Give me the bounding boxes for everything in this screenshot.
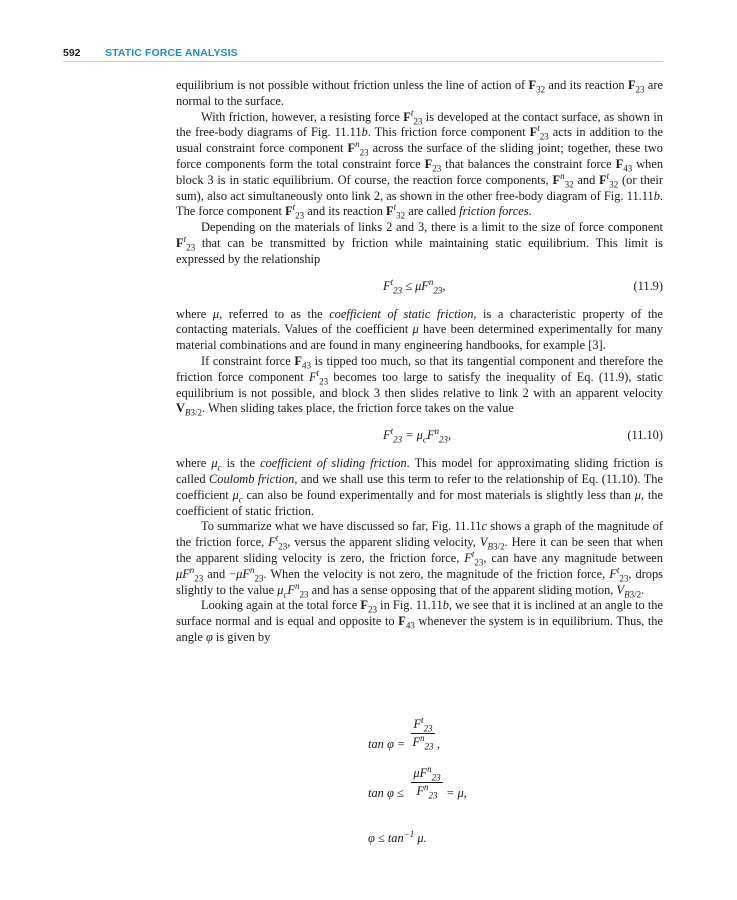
equation-11-10 (176, 428, 663, 444)
phi-inequality: $\varphi \le \tan^{-1} \mu$. (368, 828, 427, 845)
tan-phi-lhs-2: tan φ ≤ (368, 786, 404, 800)
paragraph-1: equilibrium is not possible without friction unless the line of action of $F_{32}$ and its reaction $F_{23}$ are normal to the surface. (176, 78, 663, 108)
equation-11-10-formula: $F^t_{23} = \mu_cF^n_{23}$, (383, 426, 452, 445)
equation-11-9 (176, 276, 663, 296)
equation-11-10-number: (11.10) (627, 428, 663, 443)
paragraph-5: If constraint force $F_{43}$ is tipped too much, so that its tangential component and therefore the friction force component $F^t_{23}$ becomes too large to satisfy the inequality of Eq. (11.9), static equilibrium is not possible, and block 3 then slides relative to link 2 with an apparent velocity $V_{B3/2}$. When sliding takes place, the friction force takes on the value (176, 353, 663, 418)
equation-11-9-formula: $F^t_{23} \le \mu F^n_{23}$, (383, 276, 446, 296)
angle-equations: tan φ = $F^t_{23}$ $F^n_{23}$ , tan φ ≤ $\mu F^n_{23}$ $F^n_{23}$ = μ, $\varphi \le \tan^{-1} \mu$. (368, 714, 467, 845)
paragraph-7: To summarize what we have discussed so far, Fig. 11.11c shows a graph of the magnitude of the friction force, $F^t_{23}$, versus the apparent sliding velocity, $V_{B3/2}$. Here it can be seen that when the apparent sliding velocity is zero, the friction force, $F^t_{23}$, can have any magnitude between $\mu F^n_{23}$ and $-\mu F^n_{23}$. When the velocity is not zero, the magnitude of the friction force, $F^t_{23}$, drops slightly to the value $\mu_cF^n_{23}$ and has a sense opposing that of the apparent sliding motion, $V_{B3/2}$. (176, 519, 663, 599)
main-text (176, 78, 663, 646)
running-header (63, 45, 663, 63)
fraction-mufn-over-fn: $\mu F^n_{23}$ $F^n_{23}$ (411, 766, 443, 799)
fraction-ft-over-fn: $F^t_{23}$ $F^n_{23}$ (412, 714, 434, 752)
paragraph-3: Depending on the materials of links 2 and 3, there is a limit to the size of force component $F^t_{23}$ that can be transmitted by friction while maintaining static equilibrium. This limit is expressed by the relationship (176, 220, 663, 266)
paragraph-6: where $\mu_c$ is the coefficient of sliding friction. This model for approximating sliding friction is called Coulomb friction, and we shall use this term to refer to the relationship of Eq. (11.10). The coefficient $\mu_c$ can also be found experimentally and for most materials is slightly less than μ, the coefficient of static friction. (176, 456, 663, 518)
equation-11-9-number: (11.9) (633, 278, 663, 293)
page-number: 592 (63, 47, 81, 59)
paragraph-8: Looking again at the total force $F_{23}$ in Fig. 11.11b, we see that it is inclined at an angle to the surface normal and is equal and opposite to $F_{43}$ whenever the system is in equilibrium. Thus, the angle φ is given by (176, 598, 663, 644)
running-title: STATIC FORCE ANALYSIS (105, 47, 238, 59)
tan-phi-lhs-1: tan φ = (368, 737, 406, 751)
header-rule (63, 61, 663, 62)
paragraph-2: With friction, however, a resisting force $F^t_{23}$ is developed at the contact surface, as shown in the free-body diagrams of Fig. 11.11b. This friction force component $F^t_{23}$ acts in addition to the usual constraint force component $F^n_{23}$ across the surface of the sliding joint; together, these two force components form the total constraint force $F_{23}$ that balances the constraint force $F_{43}$ when block 3 is in static equilibrium. Of course, the reaction force components, $F^n_{32}$ and $F^t_{32}$ (or their sum), also act simultaneously onto link 2, as shown in the other free-body diagram of Fig. 11.11b. The force component $F^t_{23}$ and its reaction $F^t_{32}$ are called friction forces. (176, 107, 664, 221)
paragraph-4: where μ, referred to as the coefficient of static friction, is a characteristic property of the contacting materials. Values of the coefficient μ have been determined experimentally for many material combinations and are found in many engineering handbooks, for example [3]. (176, 306, 663, 353)
